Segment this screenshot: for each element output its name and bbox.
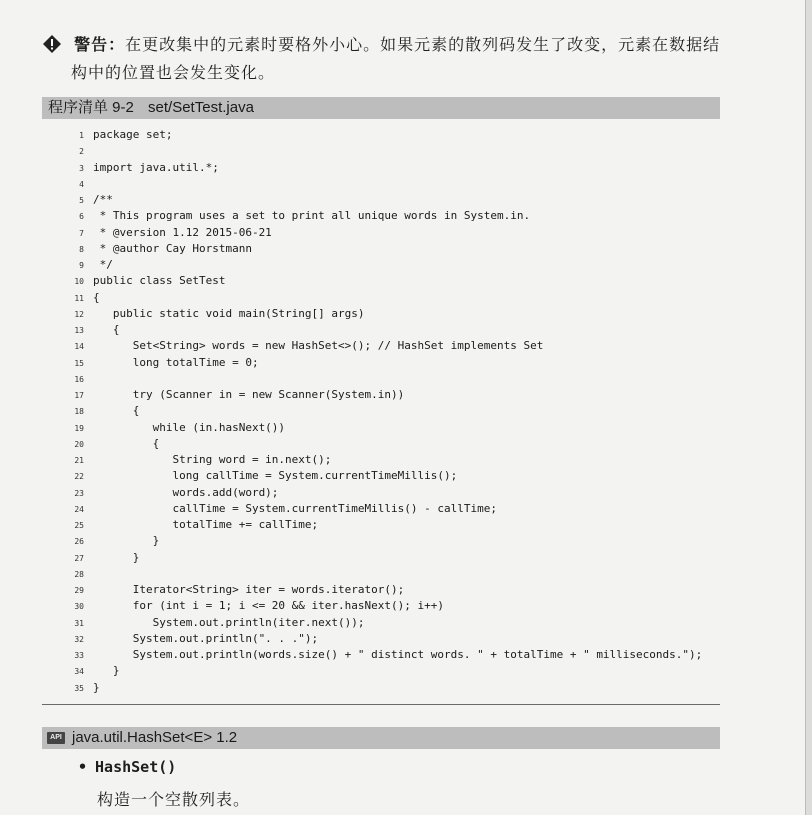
line-number: 5 xyxy=(79,196,84,205)
code-line xyxy=(62,582,722,598)
code-text: System.out.println(iter.next()); xyxy=(93,615,365,629)
code-line xyxy=(62,160,722,176)
line-number: 8 xyxy=(79,244,84,254)
line-number: 28 xyxy=(74,569,84,579)
code-line xyxy=(62,452,722,468)
code-line xyxy=(62,127,722,143)
code-line xyxy=(62,143,722,159)
code-text: callTime = System.currentTimeMillis() - callTime; xyxy=(93,501,497,515)
code-line xyxy=(62,306,722,322)
code-line xyxy=(62,550,722,566)
code-line xyxy=(62,615,722,631)
line-number: 10 xyxy=(74,277,84,287)
line-number: 12 xyxy=(74,309,84,319)
code-text: * @version 1.12 2015-06-21 xyxy=(93,225,272,239)
listing-file: set/SetTest.java xyxy=(148,99,254,116)
code-text: } xyxy=(93,550,140,564)
code-text: Iterator<String> iter = words.iterator(); xyxy=(93,583,405,596)
code-text: public static void main(String[] args) xyxy=(93,306,365,320)
code-text: import java.util.*; xyxy=(93,160,219,174)
code-text: { xyxy=(93,290,100,304)
method-signature: HashSet() xyxy=(95,758,177,776)
code-line xyxy=(62,468,722,484)
line-number: 2 xyxy=(79,147,84,157)
code-line xyxy=(62,420,722,436)
code-text: package set; xyxy=(93,128,173,141)
code-text: Set<String> words = new HashSet<>(); // HashSet implements Set xyxy=(93,339,544,353)
code-line xyxy=(62,241,722,257)
listing-header xyxy=(42,97,720,119)
line-number: 33 xyxy=(74,651,84,660)
line-number: 3 xyxy=(79,163,84,173)
code-line xyxy=(62,338,722,354)
code-line xyxy=(62,387,722,403)
code-text: } xyxy=(93,534,160,548)
code-text: */ xyxy=(93,258,113,271)
warning-text-line1: 在更改集中的元素时要格外小心。如果元素的散列码发生了改变，元素在数据结 xyxy=(125,35,721,54)
code-line xyxy=(62,192,722,208)
code-text: while (in.hasNext()) xyxy=(93,420,286,434)
line-number: 4 xyxy=(79,179,84,189)
line-number: 18 xyxy=(74,407,84,417)
code-text: System.out.println(". . ."); xyxy=(93,631,319,645)
code-text: long callTime = System.currentTimeMillis(); xyxy=(93,469,458,483)
method-description: 构造一个空散列表。 xyxy=(97,790,251,809)
api-badge-icon: API xyxy=(47,732,65,744)
warning-title: 警告： xyxy=(74,35,126,54)
code-line xyxy=(62,273,722,289)
code-line xyxy=(62,322,722,338)
listing-label: 程序清单 9-2 xyxy=(48,99,134,116)
code-line xyxy=(62,680,722,696)
code-line xyxy=(62,485,722,501)
line-number: 31 xyxy=(74,618,84,628)
line-number: 26 xyxy=(74,537,84,547)
code-text: System.out.println(words.size() + " distinct words. " + totalTime + " milliseconds."); xyxy=(93,648,703,661)
code-line xyxy=(62,225,722,241)
code-text: totalTime += callTime; xyxy=(93,518,319,531)
line-number: 14 xyxy=(74,342,84,352)
divider xyxy=(42,704,720,705)
code-line xyxy=(62,403,722,419)
line-number: 9 xyxy=(79,261,84,270)
code-text: } xyxy=(93,680,100,694)
code-line xyxy=(62,208,722,224)
code-text: * This program uses a set to print all unique words in System.in. xyxy=(93,209,531,223)
code-text: public class SetTest xyxy=(93,274,226,288)
code-line xyxy=(62,290,722,306)
line-number: 25 xyxy=(74,521,84,530)
line-number: 13 xyxy=(74,326,84,335)
code-line xyxy=(62,598,722,614)
code-text: { xyxy=(93,404,140,418)
line-number: 20 xyxy=(74,439,84,449)
code-text: /** xyxy=(93,193,113,206)
code-line xyxy=(62,176,722,192)
api-method xyxy=(78,758,176,776)
code-text: } xyxy=(93,664,120,678)
line-number: 17 xyxy=(74,391,84,400)
api-header xyxy=(42,727,720,749)
line-number: 11 xyxy=(74,293,84,303)
line-number: 1 xyxy=(79,131,84,140)
code-text: String word = in.next(); xyxy=(93,453,332,466)
line-number: 21 xyxy=(74,456,84,465)
code-text: { xyxy=(93,323,120,336)
line-number: 27 xyxy=(74,553,84,563)
page-edge xyxy=(805,0,812,815)
code-listing xyxy=(62,127,722,696)
code-text: try (Scanner in = new Scanner(System.in)) xyxy=(93,388,405,401)
code-line xyxy=(62,533,722,549)
code-line xyxy=(62,517,722,533)
line-number: 19 xyxy=(74,423,84,433)
code-line xyxy=(62,631,722,647)
line-number: 22 xyxy=(74,472,84,482)
line-number: 16 xyxy=(74,374,84,384)
code-line xyxy=(62,436,722,452)
bullet: • xyxy=(78,758,88,776)
line-number: 6 xyxy=(79,212,84,222)
warning-diamond-icon xyxy=(42,35,74,54)
code-line xyxy=(62,501,722,517)
code-line xyxy=(62,647,722,663)
line-number: 30 xyxy=(74,602,84,612)
code-line xyxy=(62,663,722,679)
line-number: 15 xyxy=(74,358,84,368)
code-line xyxy=(62,257,722,273)
code-text: for (int i = 1; i <= 20 && iter.hasNext(); i++) xyxy=(93,599,444,613)
line-number: 7 xyxy=(79,228,84,238)
code-line xyxy=(62,566,722,582)
api-title: java.util.HashSet<E> 1.2 xyxy=(72,729,238,746)
warning-note xyxy=(42,31,732,87)
code-line xyxy=(62,355,722,371)
line-number: 24 xyxy=(74,504,84,514)
code-text: words.add(word); xyxy=(93,485,279,499)
code-text: * @author Cay Horstmann xyxy=(93,241,252,255)
code-text: long totalTime = 0; xyxy=(93,355,259,369)
line-number: 34 xyxy=(74,667,84,677)
line-number: 35 xyxy=(74,683,84,693)
code-text: { xyxy=(93,436,160,450)
line-number: 23 xyxy=(74,488,84,498)
line-number: 32 xyxy=(74,634,84,644)
warning-text-line2: 构中的位置也会发生变化。 xyxy=(71,63,276,82)
code-line xyxy=(62,371,722,387)
line-number: 29 xyxy=(74,586,84,595)
